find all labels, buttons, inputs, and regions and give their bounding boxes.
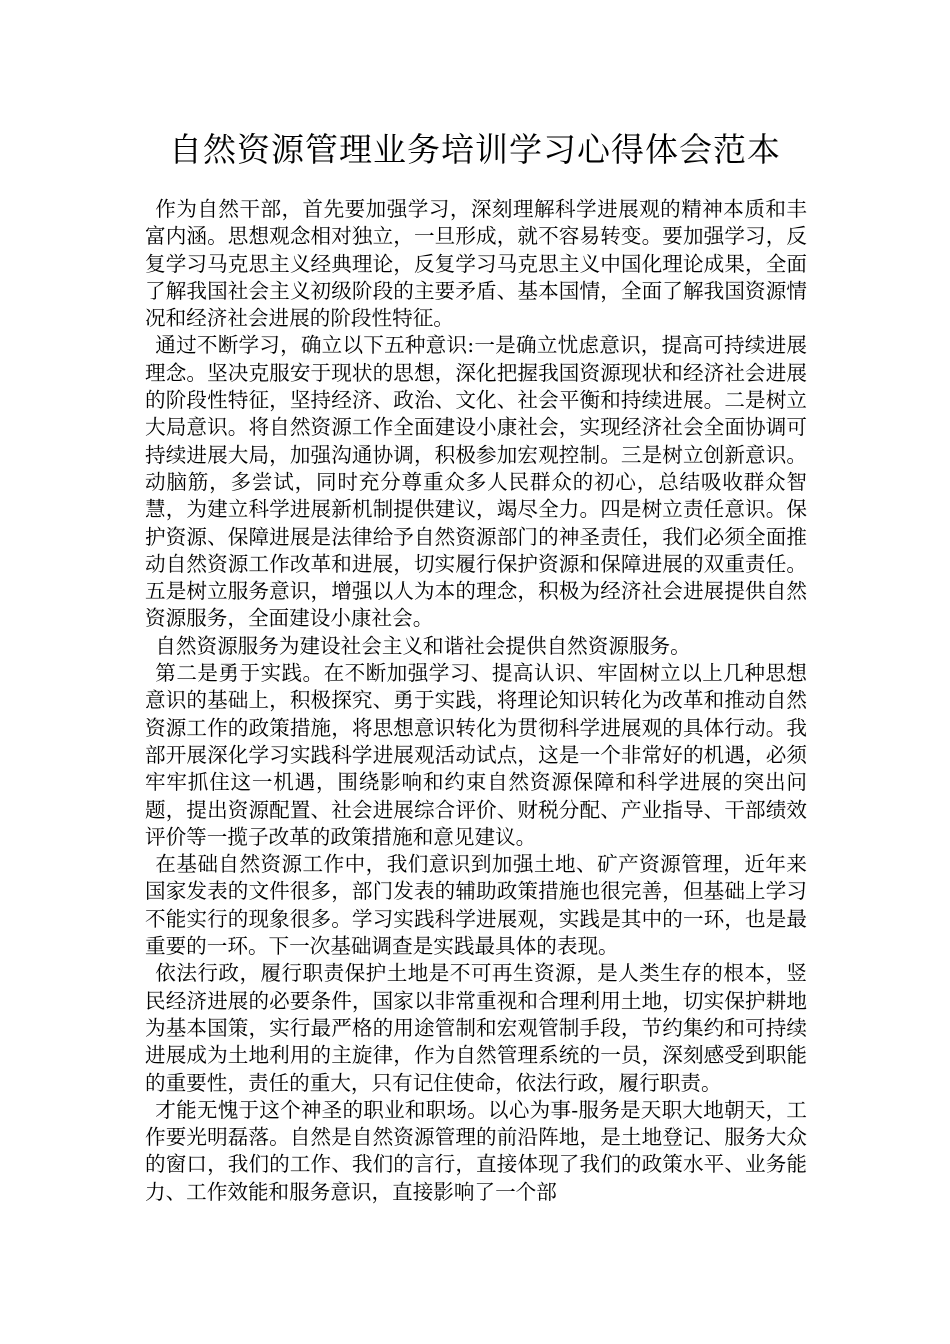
paragraph-5: 在基础自然资源工作中，我们意识到加强土地、矿产资源管理，近年来国家发表的文件很多，部门发表的辅助政策措施也很完善，但基础上学习不能实行的现象很多。学习实践科学进展观，实践是其中的一环，也是最重要的一环。下一次基础调查是实践最具体的表现。 bbox=[145, 852, 807, 959]
paragraph-7: 才能无愧于这个神圣的职业和职场。以心为事-服务是天职大地朝天，工作要光明磊落。自然是自然资源管理的前沿阵地，是土地登记、服务大众的窗口，我们的工作、我们的言行，直接体现了我们的政策水平、业务能力、工作效能和服务意识，直接影响了一个部 bbox=[145, 1097, 807, 1204]
document-body bbox=[145, 196, 807, 1206]
paragraph-1: 作为自然干部，首先要加强学习，深刻理解科学进展观的精神本质和丰富内涵。思想观念相对独立，一旦形成，就不容易转变。要加强学习，反复学习马克思主义经典理论，反复学习马克思主义中国化理论成果，全面了解我国社会主义初级阶段的主要矛盾、基本国情，全面了解我国资源情况和经济社会进展的阶段性特征。 bbox=[145, 197, 807, 331]
paragraph-4: 第二是勇于实践。在不断加强学习、提高认识、牢固树立以上几种思想意识的基础上，积极探究、勇于实践，将理论知识转化为改革和推动自然资源工作的政策措施，将思想意识转化为贯彻科学进展观的具体行动。我部开展深化学习实践科学进展观活动试点，这是一个非常好的机遇，必须牢牢抓住这一机遇，围绕影响和约束自然资源保障和科学进展的突出问题，提出资源配置、社会进展综合评价、财税分配、产业指导、干部绩效评价等一揽子改革的政策措施和意见建议。 bbox=[145, 661, 807, 849]
paragraph-3: 自然资源服务为建设社会主义和谐社会提供自然资源服务。 bbox=[155, 633, 691, 658]
document-title: 自然资源管理业务培训学习心得体会范本 bbox=[169, 130, 781, 169]
paragraph-2: 通过不断学习，确立以下五种意识:一是确立忧虑意识，提高可持续进展理念。坚决克服安于现状的思想，深化把握我国资源现状和经济社会进展的阶段性特征，坚持经济、政治、文化、社会平衡和持续进展。二是树立大局意识。将自然资源工作全面建设小康社会，实现经济社会全面协调可持续进展大局，加强沟通协调，积极参加宏观控制。三是树立创新意识。动脑筋，多尝试，同时充分尊重众多人民群众的初心，总结吸收群众智慧，为建立科学进展新机制提供建议，竭尽全力。四是树立责任意识。保护资源、保障进展是法律给予自然资源部门的神圣责任，我们必须全面推动自然资源工作改革和进展，切实履行保护资源和保障进展的双重责任。五是树立服务意识，增强以人为本的理念，积极为经济社会进展提供自然资源服务，全面建设小康社会。 bbox=[145, 333, 807, 631]
paragraph-6: 依法行政，履行职责保护土地是不可再生资源，是人类生存的根本，竖民经济进展的必要条件，国家以非常重视和合理利用土地，切实保护耕地为基本国策，实行最严格的用途管制和宏观管制手段，节约集约和可持续进展成为土地利用的主旋律，作为自然管理系统的一员，深刻感受到职能的重要性，责任的重大，只有记住使命，依法行政，履行职责。 bbox=[145, 961, 807, 1095]
